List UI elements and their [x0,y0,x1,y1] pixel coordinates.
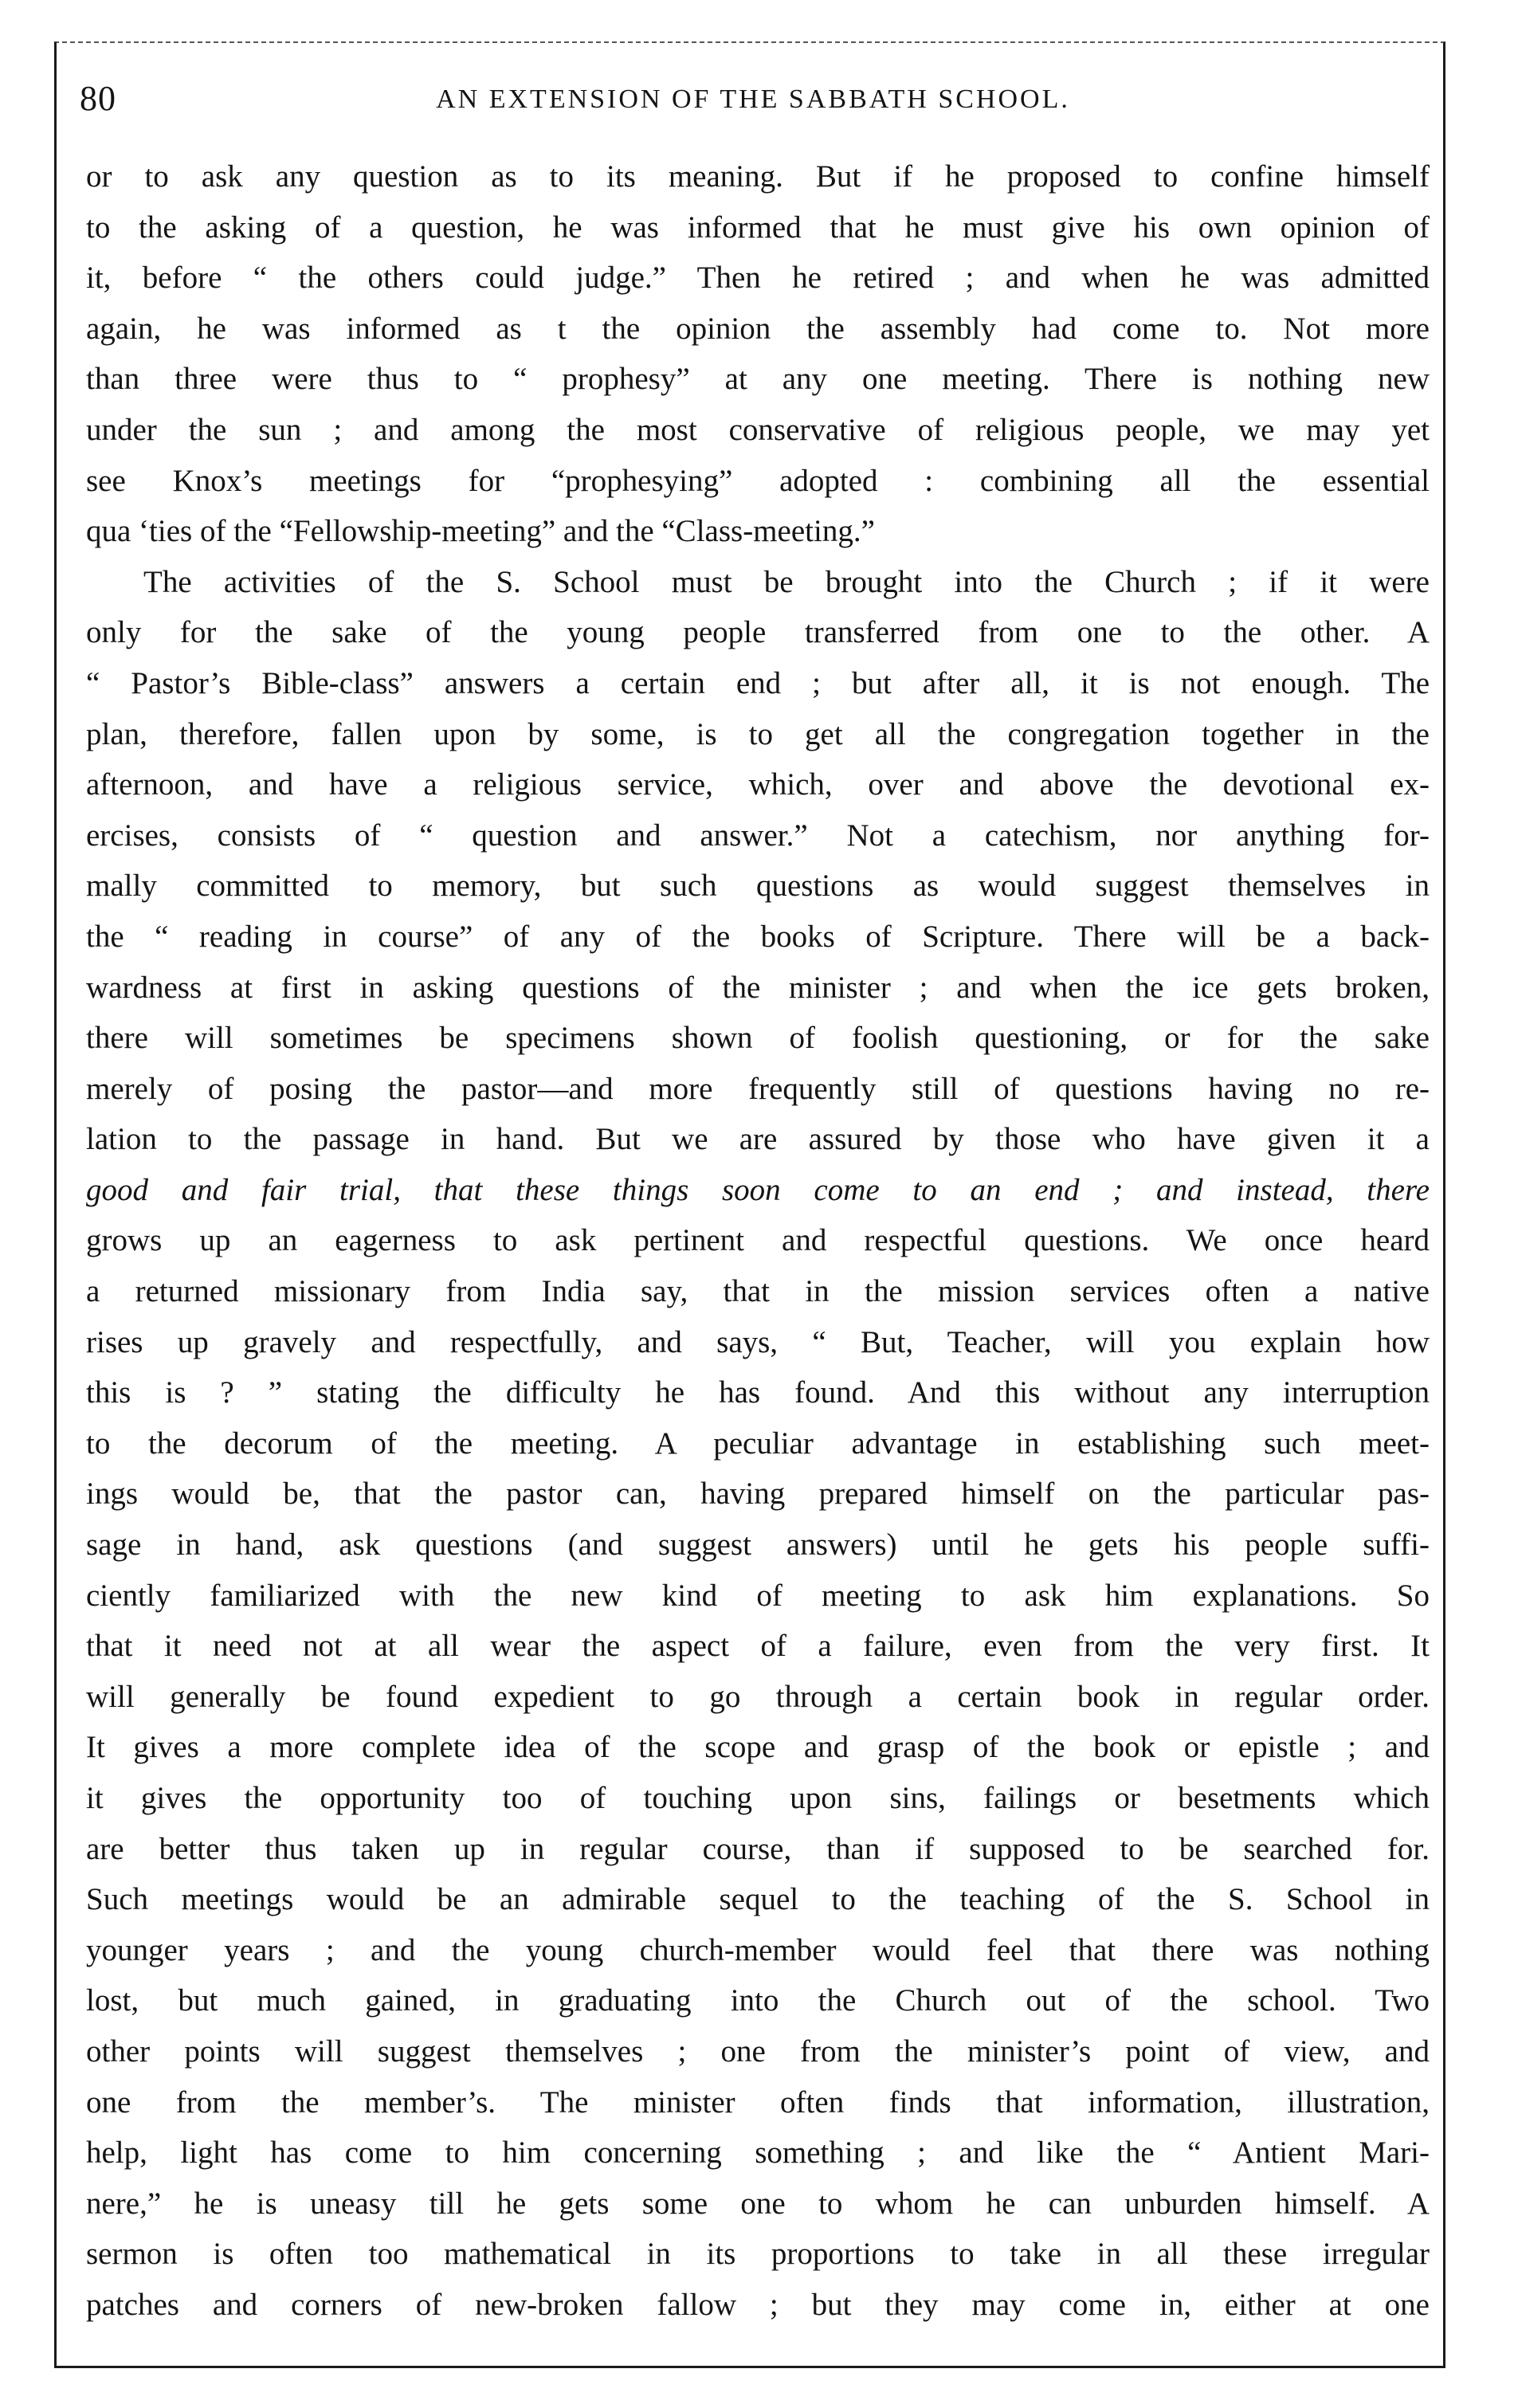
text-line: “ Pastor’s Bible-class” answers a certain end ; but after all, it is not enough. The [86,665,1430,700]
text-line: patches and corners of new-broken fallow ; but they may come in, either at one [86,2287,1430,2322]
text-line: ciently familiarized with the new kind of meeting to ask him explanations. So [86,1578,1430,1613]
text-line: merely of posing the pastor—and more frequently still of questions having no re- [86,1071,1430,1106]
text-line: good and fair trial, that these things soon come to an end ; and instead, there [86,1172,1430,1207]
text-line: plan, therefore, fallen upon by some, is to get all the congregation together in the [86,716,1430,751]
text-line: will generally be found expedient to go through a certain book in regular order. [86,1679,1430,1714]
text-line: ings would be, that the pastor can, having prepared himself on the particular pas- [86,1477,1430,1512]
text-line: there will sometimes be specimens shown of foolish questioning, or for the sake [86,1021,1430,1056]
running-title: AN EXTENSION OF THE SABBATH SCHOOL. [436,84,1070,114]
paragraph [86,557,1430,2331]
text-line: younger years ; and the young church-member would feel that there was nothing [86,1932,1430,1967]
text-line: help, light has come to him concerning something ; and like the “ Antient Mari- [86,2135,1430,2171]
text-line: to the asking of a question, he was informed that he must give his own opinion of [86,210,1430,245]
text-line: it gives the opportunity too of touching upon sins, failings or besetments which [86,1781,1430,1815]
text-line: grows up an eagerness to ask pertinent and respectful questions. We once heard [86,1223,1430,1258]
text-line: the “ reading in course” of any of the books of Scripture. There will be a back- [86,919,1430,954]
text-line: than three were thus to “ prophesy” at any one meeting. There is nothing new [86,362,1430,397]
text-line: afternoon, and have a religious service, which, over and above the devotional ex- [86,767,1430,802]
page-number: 80 [80,79,116,118]
text-line: see Knox’s meetings for “prophesying” adopted : combining all the essential [86,463,1430,498]
text-line: nere,” he is uneasy till he gets some one to whom he can unburden himself. A [86,2186,1430,2221]
text-line: qua ‘ties of the “Fellowship-meeting” and the “Class-meeting.” [86,514,875,549]
text-line: one from the member’s. The minister often finds that information, illustration, [86,2084,1430,2120]
text-line: that it need not at all wear the aspect of a failure, even from the very first. It [86,1629,1430,1664]
text-line: a returned missionary from India say, that in the mission services often a native [86,1274,1430,1309]
text-line: it, before “ the others could judge.” Then he retired ; and when he was admitted [86,261,1430,296]
page-header [80,73,1426,129]
text-line: or to ask any question as to its meaning. But if he proposed to confine himself [86,159,1430,194]
paragraph [86,151,1430,557]
text-line: rises up gravely and respectfully, and says, “ But, Teacher, will you explain how [86,1324,1430,1359]
text-line: again, he was informed as t the opinion the assembly had come to. Not more [86,311,1430,346]
text-line: under the sun ; and among the most conservative of religious people, we may yet [86,412,1430,447]
text-line: lation to the passage in hand. But we are assured by those who have given it a [86,1122,1430,1157]
text-line: sermon is often too mathematical in its proportions to take in all these irregular [86,2237,1430,2272]
text-line: wardness at first in asking questions of the minister ; and when the ice gets broken, [86,970,1430,1005]
text-line: mally committed to memory, but such questions as would suggest themselves in [86,869,1430,904]
text-line: ercises, consists of “ question and answer.” Not a catechism, nor anything for- [86,818,1430,853]
text-line: to the decorum of the meeting. A peculiar advantage in establishing such meet- [86,1426,1430,1461]
text-line: sage in hand, ask questions (and suggest answers) until he gets his people suffi- [86,1528,1430,1563]
text-line: Such meetings would be an admirable sequel to the teaching of the S. School in [86,1882,1430,1917]
text-line: It gives a more complete idea of the scope and grasp of the book or epistle ; and [86,1730,1430,1765]
text-line: only for the sake of the young people transferred from one to the other. A [86,615,1430,650]
text-line: are better thus taken up in regular course, than if supposed to be searched for. [86,1831,1430,1866]
text-line: this is ? ” stating the difficulty he has found. And this without any interruption [86,1375,1430,1410]
text-line: other points will suggest themselves ; one from the minister’s point of view, and [86,2033,1430,2069]
body-text [86,151,1430,2331]
text-line: The activities of the S. School must be brought into the Church ; if it were [143,564,1430,599]
text-line: lost, but much gained, in graduating into the Church out of the school. Two [86,1983,1430,2018]
